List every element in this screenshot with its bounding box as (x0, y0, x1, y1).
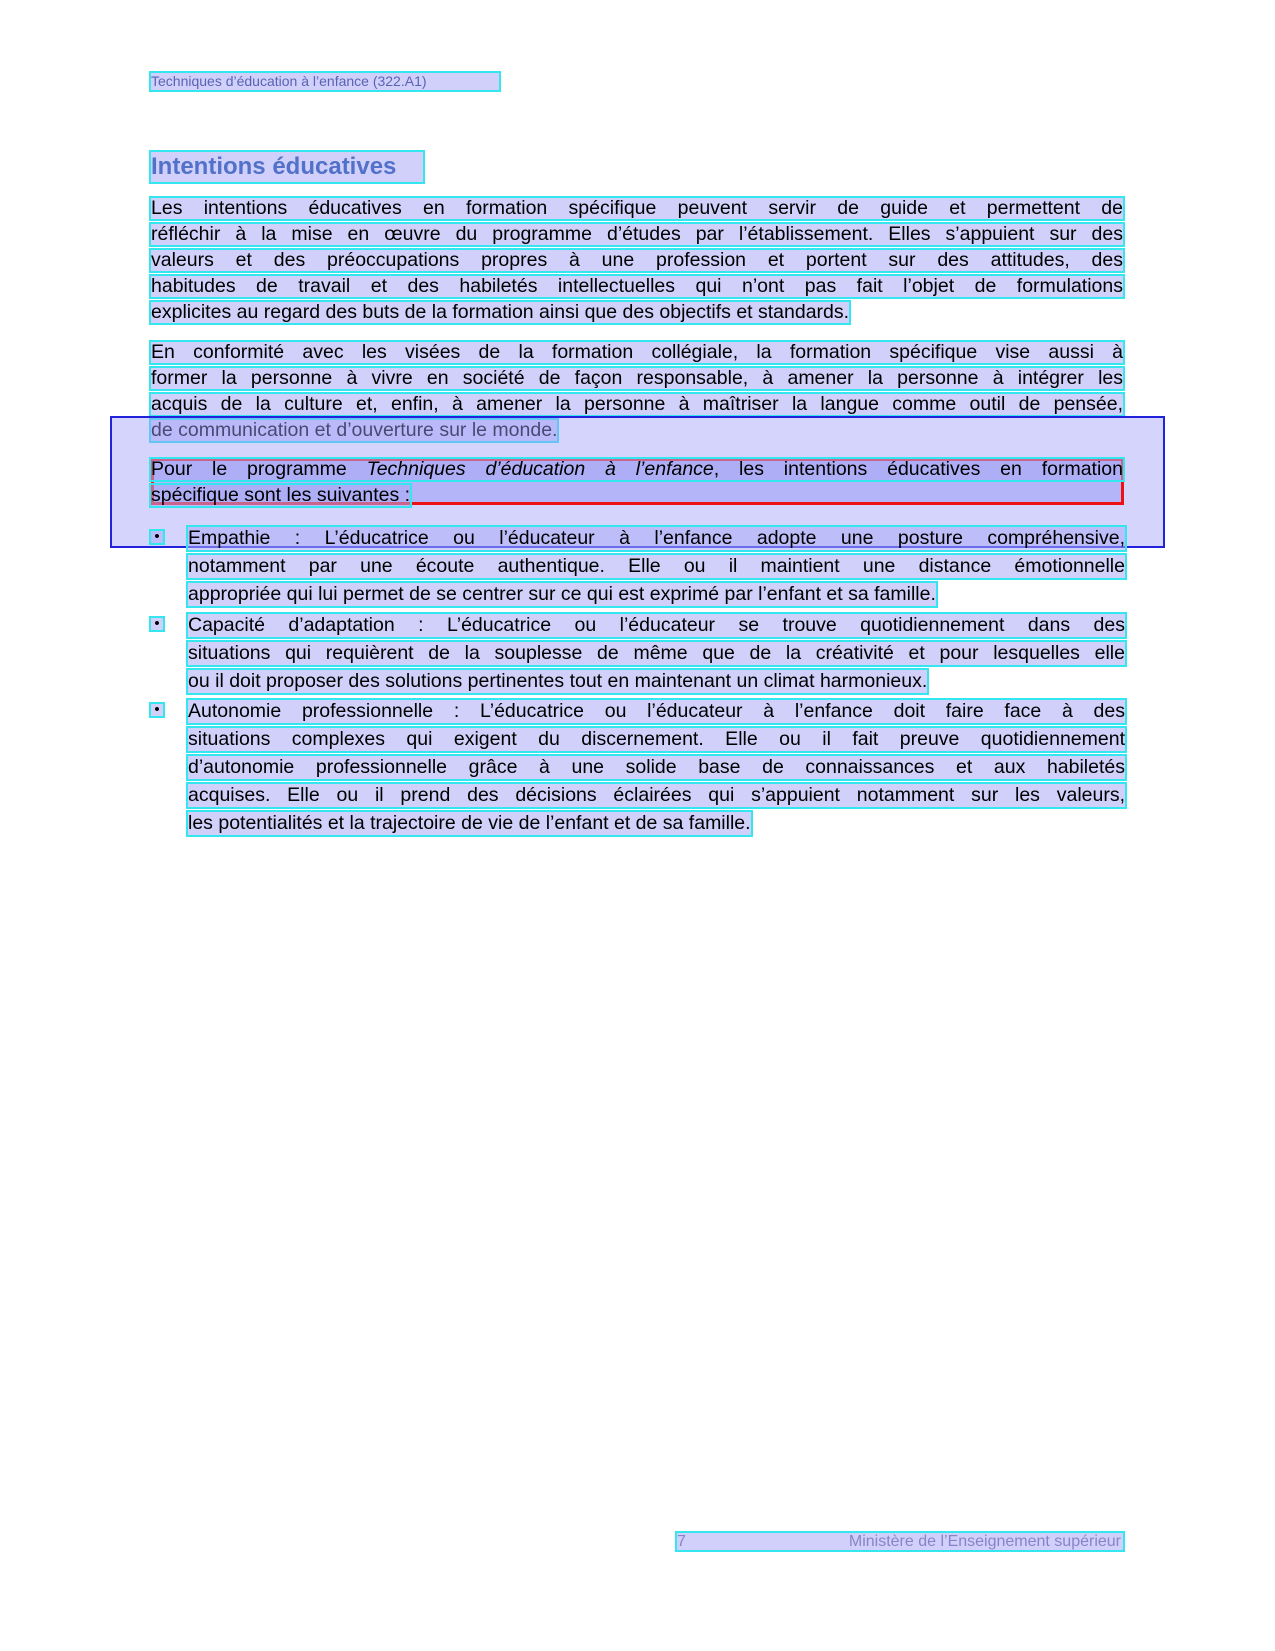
text-line: appropriée qui lui permet de se centrer sur ce qui est exprimé par l’enfant et sa famille. (188, 583, 936, 605)
text-line: Les intentions éducatives en formation spécifique peuvent servir de guide et permettent de (151, 198, 1123, 219)
footer-organization: Ministère de l’Enseignement supérieur (848, 1533, 1121, 1550)
text-line: Empathie : L’éducatrice ou l’éducateur à l’enfance adopte une posture compréhensive, (188, 527, 1125, 549)
text-line: acquis de la culture et, enfin, à amener la personne à maîtriser la langue comme outil de pensée, (151, 394, 1123, 415)
page-footer (677, 1533, 1123, 1550)
section-heading: Intentions éducatives (151, 152, 423, 182)
text-line: ou il doit proposer des solutions pertinentes tout en maintenant un climat harmonieux. (188, 670, 928, 692)
text-line: Autonomie professionnelle : L’éducatrice ou l’éducateur à l’enfance doit faire face à des (188, 700, 1125, 722)
text-line: spécifique sont les suivantes : (151, 485, 411, 506)
paragraph-program-intro (151, 459, 1123, 511)
text-line: situations qui requièrent de la souplesse de même que de la créativité et pour lesquelles elle (188, 642, 1125, 664)
text-run: Pour le programme (151, 459, 367, 480)
text-line: habitudes de travail et des habiletés intellectuelles qui n’ont pas fait l’objet de formulations (151, 276, 1123, 297)
text-run: , les intentions éducatives en formation (713, 459, 1123, 480)
text-line: les potentialités et la trajectoire de vie de l’enfant et de sa famille. (188, 812, 751, 834)
running-header: Techniques d’éducation à l’enfance (322.A1) (151, 73, 499, 90)
text-line: former la personne à vivre en société de façon responsable, à amener la personne à intégrer les (151, 368, 1123, 389)
text-line (151, 459, 1123, 480)
text-line: notamment par une écoute authentique. Elle ou il maintient une distance émotionnelle (188, 555, 1125, 577)
text-line: En conformité avec les visées de la formation collégiale, la formation spécifique vise aussi à (151, 342, 1123, 363)
bullet-icon: • (151, 618, 163, 630)
text-line: explicites au regard des buts de la formation ainsi que des objectifs et standards. (151, 302, 850, 323)
program-name: Techniques d’éducation à l’enfance (366, 459, 714, 480)
bullet-icon: • (151, 704, 163, 716)
text-line: acquises. Elle ou il prend des décisions éclairées qui s’appuient notamment sur les valeurs, (188, 784, 1125, 806)
text-line: valeurs et des préoccupations propres à une profession et portent sur des attitudes, des (151, 250, 1123, 271)
text-line: situations complexes qui exigent du discernement. Elle ou il fait preuve quotidiennement (188, 728, 1125, 750)
page-number: 7 (677, 1533, 686, 1550)
text-line: de communication et d’ouverture sur le monde. (151, 420, 558, 441)
paragraph-intro (151, 198, 1123, 328)
bullet-icon: • (151, 531, 163, 543)
text-line: d’autonomie professionnelle grâce à une solide base de connaissances et aux habiletés (188, 756, 1125, 778)
text-line: Capacité d’adaptation : L’éducatrice ou l’éducateur se trouve quotidiennement dans des (188, 614, 1125, 636)
text-line: réfléchir à la mise en œuvre du programme d’études par l’établissement. Elles s’appuient sur des (151, 224, 1123, 245)
